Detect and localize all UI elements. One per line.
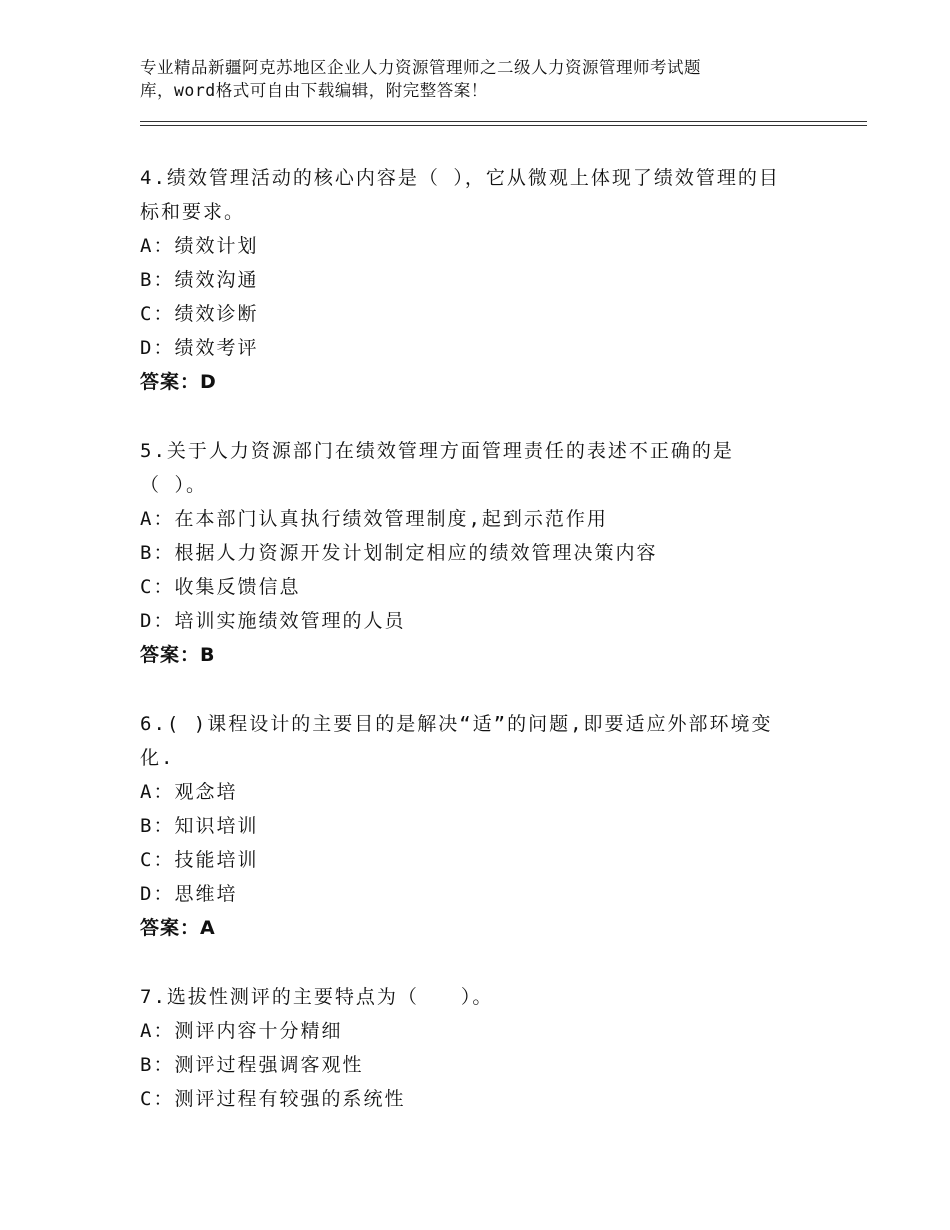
question-stem-line: 标和要求。 <box>140 201 246 223</box>
document-header <box>140 56 780 102</box>
header-divider-thin <box>140 125 867 126</box>
answer-line: 答案：D <box>140 371 217 393</box>
option-c: C：收集反馈信息 <box>140 576 301 598</box>
option-d: D：培训实施绩效管理的人员 <box>140 610 406 632</box>
answer-line: 答案：B <box>140 644 216 666</box>
option-b: B：绩效沟通 <box>140 269 259 291</box>
option-c: C：测评过程有较强的系统性 <box>140 1088 406 1110</box>
question-5 <box>140 434 820 672</box>
option-d: D：思维培 <box>140 883 238 905</box>
option-a: A：在本部门认真执行绩效管理制度,起到示范作用 <box>140 508 608 530</box>
question-stem-line: 5.关于人力资源部门在绩效管理方面管理责任的表述不正确的是 <box>140 440 734 462</box>
option-a: A：绩效计划 <box>140 235 259 257</box>
option-c: C：技能培训 <box>140 849 259 871</box>
question-stem-line: 6.( )课程设计的主要目的是解决“适”的问题,即要适应外部环境变 <box>140 713 773 735</box>
question-stem-line: 化. <box>140 747 175 769</box>
header-title-line-2: 库，word格式可自由下载编辑，附完整答案！ <box>140 81 488 100</box>
header-title-line-1: 专业精品新疆阿克苏地区企业人力资源管理师之二级人力资源管理师考试题 <box>140 58 701 77</box>
question-stem-line: 4.绩效管理活动的核心内容是（ ），它从微观上体现了绩效管理的目 <box>140 167 780 189</box>
option-a: A：测评内容十分精细 <box>140 1020 343 1042</box>
option-b: B：测评过程强调客观性 <box>140 1054 364 1076</box>
question-7 <box>140 980 820 1116</box>
header-divider-thick <box>140 121 867 122</box>
option-b: B：根据人力资源开发计划制定相应的绩效管理决策内容 <box>140 542 658 564</box>
option-c: C：绩效诊断 <box>140 303 259 325</box>
question-4 <box>140 161 820 399</box>
option-a: A：观念培 <box>140 781 238 803</box>
question-6 <box>140 707 820 945</box>
option-d: D：绩效考评 <box>140 337 259 359</box>
question-stem-line: 7.选拔性测评的主要特点为（ ）。 <box>140 986 494 1008</box>
answer-line: 答案：A <box>140 917 216 939</box>
question-stem-line: （ ）。 <box>140 474 207 496</box>
option-b: B：知识培训 <box>140 815 259 837</box>
